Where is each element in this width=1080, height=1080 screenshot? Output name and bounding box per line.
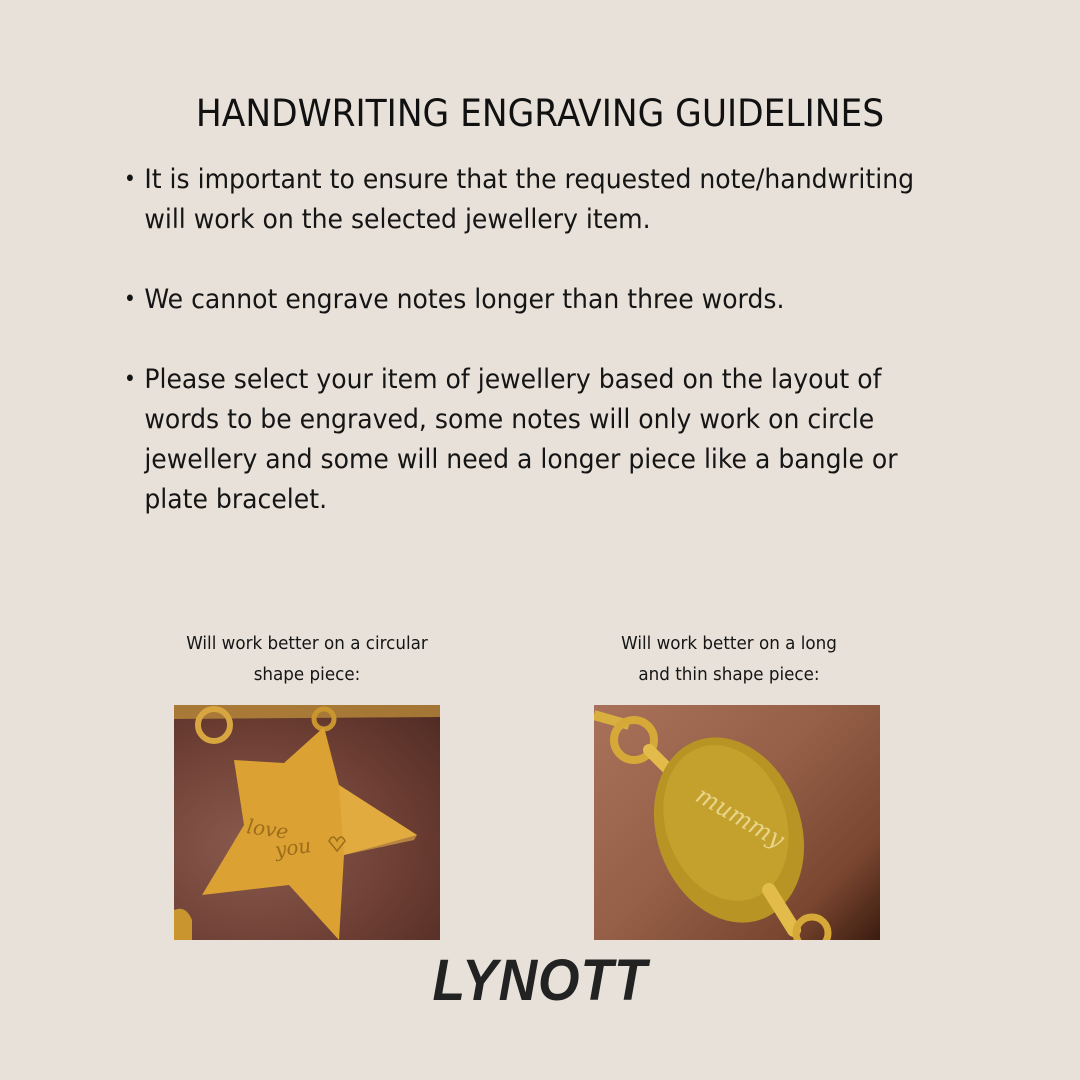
guidelines-list bbox=[122, 160, 962, 560]
caption-long-thin bbox=[594, 628, 864, 690]
guideline-item bbox=[122, 280, 981, 320]
oval-plate-icon bbox=[594, 705, 880, 940]
caption-line: Will work better on a circular bbox=[186, 633, 428, 654]
guideline-text: Please select your item of jewellery based on the layout of bbox=[144, 364, 882, 395]
caption-circular bbox=[161, 628, 453, 690]
svg-text:mummy: mummy bbox=[691, 780, 790, 854]
guideline-text: We cannot engrave notes longer than three words. bbox=[144, 284, 785, 315]
guideline-item bbox=[122, 360, 981, 520]
caption-line: and thin shape piece: bbox=[638, 664, 820, 685]
bullet-icon: • bbox=[123, 287, 136, 312]
svg-text:love: love bbox=[245, 814, 290, 844]
page-title: HANDWRITING ENGRAVING GUIDELINES bbox=[195, 92, 885, 135]
guideline-text: words to be engraved, some notes will only work on circle bbox=[144, 404, 875, 435]
star-pendant-photo bbox=[174, 705, 440, 940]
guideline-text: jewellery and some will need a longer piece like a bangle or bbox=[144, 444, 898, 475]
caption-line: shape piece: bbox=[253, 664, 361, 685]
guideline-text: plate bracelet. bbox=[144, 484, 328, 515]
bullet-icon: • bbox=[123, 167, 136, 192]
oval-plate-bracelet-photo bbox=[594, 705, 880, 940]
bullet-icon: • bbox=[123, 367, 136, 392]
guideline-text: It is important to ensure that the requested note/handwriting bbox=[144, 164, 915, 195]
svg-text:you: you bbox=[273, 833, 313, 862]
star-pendant-icon bbox=[174, 705, 440, 940]
brand-logo: LYNOTT bbox=[432, 948, 648, 1013]
caption-line: Will work better on a long bbox=[621, 633, 837, 654]
guideline-item bbox=[122, 160, 981, 240]
guideline-text: will work on the selected jewellery item. bbox=[144, 204, 651, 235]
